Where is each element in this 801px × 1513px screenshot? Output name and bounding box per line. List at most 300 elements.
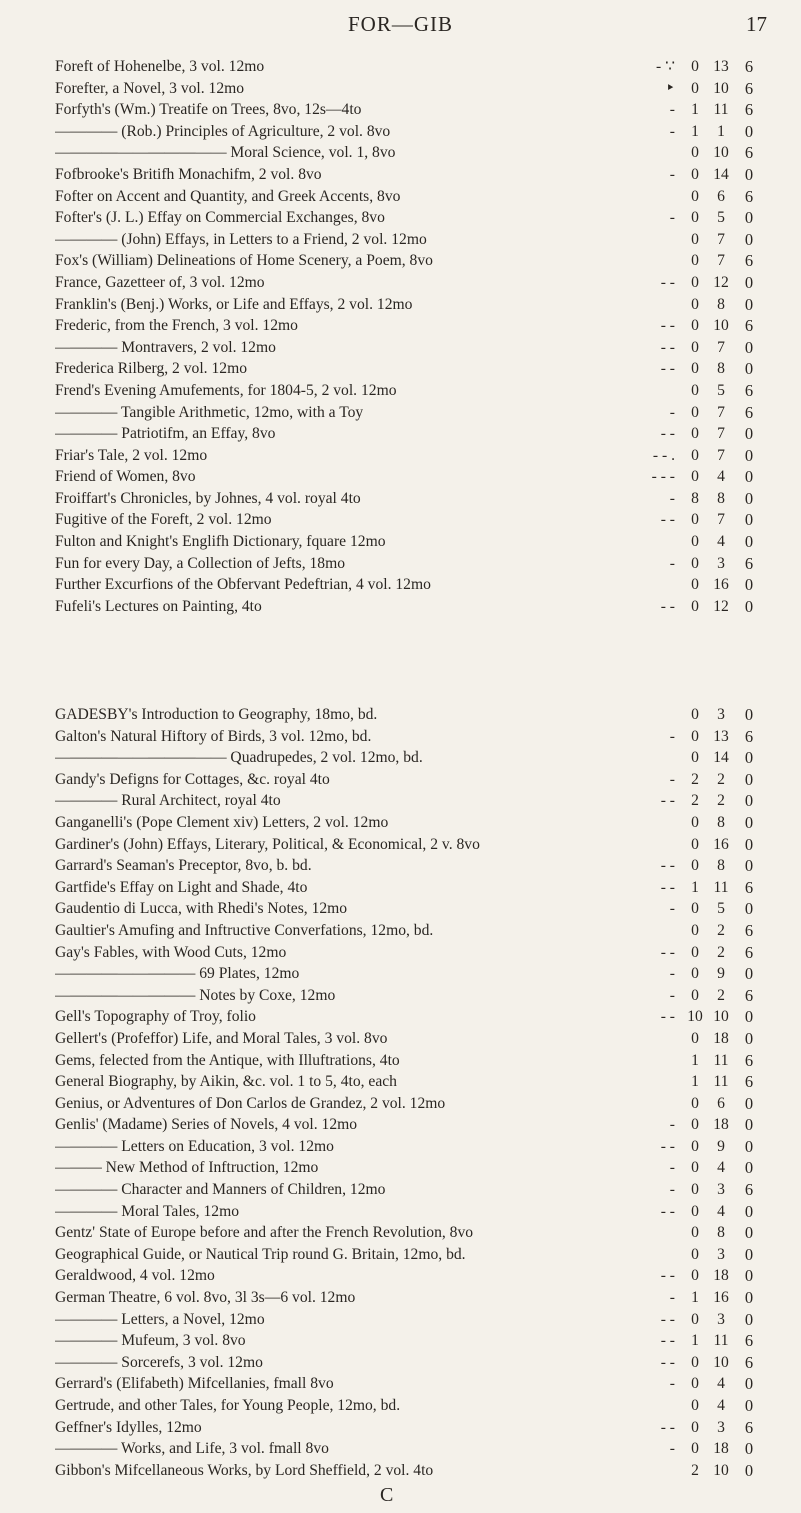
catalogue-entry [55, 294, 767, 316]
catalogue-entry [55, 1222, 767, 1244]
leader-dashes: - - [660, 511, 675, 529]
price-pence: 6 [744, 1072, 754, 1092]
price-pounds: 0 [691, 1159, 699, 1177]
price-pounds: 0 [691, 338, 699, 356]
price-pounds: 0 [691, 317, 699, 335]
entry-title: Gay's Fables, with Wood Cuts, 12mo [55, 943, 287, 961]
price-shillings: 7 [717, 425, 725, 443]
price-shillings: 14 [713, 165, 729, 183]
price-pence: 6 [744, 726, 754, 746]
price-shillings: 11 [713, 1073, 729, 1091]
price-pounds: 1 [691, 878, 699, 896]
entry-title: Gartfide's Effay on Light and Shade, 4to [55, 878, 308, 896]
catalogue-entry [55, 56, 767, 78]
leader-dashes: - [669, 1181, 675, 1199]
price-pounds: 0 [691, 230, 699, 248]
price-pence: 0 [744, 445, 754, 465]
price-pence: 6 [744, 942, 754, 962]
page-number: 17 [746, 12, 767, 36]
leader-dashes: - - [660, 1418, 675, 1436]
price-pounds: 0 [691, 58, 699, 75]
price-pence: 0 [744, 1396, 754, 1415]
catalogue-entry [55, 164, 767, 186]
price-pounds: 0 [691, 360, 699, 378]
catalogue-entry [55, 1287, 767, 1309]
entry-title: ———— Moral Tales, 12mo [55, 1202, 239, 1220]
price-pounds: 0 [691, 1440, 699, 1458]
price-pounds: 0 [691, 187, 699, 205]
price-shillings: 7 [717, 403, 725, 421]
price-pounds: 10 [687, 1008, 703, 1026]
leader-dashes: - [669, 965, 675, 983]
price-pence: 0 [744, 294, 754, 314]
entry-title: Gaultier's Amufing and Inftructive Converfations, 12mo, bd. [55, 921, 434, 939]
leader-dashes: - [669, 165, 675, 183]
price-shillings: 18 [713, 1029, 729, 1047]
leader-dashes: - [669, 770, 675, 788]
leader-dashes: - - . [652, 446, 675, 464]
catalogue-entry [55, 1093, 767, 1115]
leader-dashes: - [669, 1440, 675, 1458]
price-shillings: 12 [713, 273, 729, 291]
price-shillings: 13 [713, 727, 729, 745]
price-pence: 0 [744, 1266, 754, 1286]
price-shillings: 7 [717, 446, 725, 464]
price-pounds: 2 [691, 792, 699, 810]
catalogue-entry [55, 1179, 767, 1201]
entry-title: Franklin's (Benj.) Works, or Life and Effays, 2 vol. 12mo [55, 295, 413, 313]
price-pence: 0 [744, 1136, 754, 1156]
catalogue-entry [55, 1417, 767, 1439]
leader-dashes: - - [660, 943, 675, 961]
price-pounds: 0 [691, 943, 699, 961]
catalogue-entry [55, 509, 767, 531]
catalogue-entry [55, 704, 767, 726]
price-pounds: 0 [691, 79, 699, 97]
price-pounds: 0 [691, 1375, 699, 1393]
price-pence: 0 [744, 791, 754, 811]
price-pounds: 1 [691, 1051, 699, 1069]
entry-title: GADESBY's Introduction to Geography, 18mo, bd. [55, 706, 378, 723]
entry-title: Fun for every Day, a Collection of Jefts, 18mo [55, 554, 346, 572]
entry-title: Fofter's (J. L.) Effay on Commercial Exchanges, 8vo [55, 209, 385, 227]
price-pounds: 0 [691, 554, 699, 572]
price-pence: 0 [744, 705, 754, 724]
price-shillings: 11 [713, 1051, 729, 1069]
price-pence: 0 [744, 1093, 754, 1113]
catalogue-entry [55, 1157, 767, 1179]
catalogue-entry [55, 121, 767, 143]
price-shillings: 3 [717, 1245, 725, 1263]
price-shillings: 3 [717, 1310, 725, 1328]
entry-title: ———— Sorcerefs, 3 vol. 12mo [55, 1353, 263, 1371]
entry-title: ———— Tangible Arithmetic, 12mo, with a Toy [55, 403, 364, 421]
price-shillings: 8 [717, 360, 725, 378]
entry-title: Fox's (William) Delineations of Home Scenery, a Poem, 8vo [55, 252, 433, 270]
price-pounds: 0 [691, 1116, 699, 1134]
leader-dashes: - - - [651, 468, 675, 486]
price-pounds: 1 [691, 101, 699, 119]
price-pence: 6 [744, 186, 754, 206]
price-pence: 0 [744, 467, 754, 487]
price-shillings: 9 [717, 1137, 725, 1155]
price-shillings: 2 [717, 921, 725, 939]
price-pence: 6 [744, 143, 754, 163]
price-pence: 0 [744, 856, 754, 876]
entry-title: Fulton and Knight's Englifh Dictionary, fquare 12mo [55, 533, 386, 551]
leader-dashes: - - [660, 1137, 675, 1155]
price-pence: 0 [744, 1115, 754, 1135]
price-pence: 0 [744, 164, 754, 184]
price-pounds: 0 [691, 252, 699, 270]
price-pounds: 1 [691, 1332, 699, 1350]
catalogue-entry [55, 596, 767, 618]
entry-title: Geraldwood, 4 vol. 12mo [55, 1267, 215, 1285]
price-shillings: 5 [717, 381, 725, 399]
entry-title: Forfyth's (Wm.) Treatife on Trees, 8vo, 12s—4to [55, 101, 362, 119]
catalogue-entry [55, 920, 767, 942]
price-pence: 6 [744, 1180, 754, 1200]
catalogue-entry [55, 78, 767, 100]
entry-title: Fufeli's Lectures on Painting, 4to [55, 597, 262, 615]
catalogue-entry [55, 1265, 767, 1287]
catalogue-entry [55, 1050, 767, 1072]
catalogue-entry [55, 898, 767, 920]
price-pence: 0 [744, 1439, 754, 1459]
leader-dashes: - [669, 1159, 675, 1177]
price-pounds: 0 [691, 900, 699, 918]
price-pence: 0 [744, 1201, 754, 1221]
price-pence: 0 [744, 748, 754, 768]
catalogue-entry [55, 1373, 767, 1395]
leader-dashes: - [669, 1116, 675, 1134]
leader-dashes: - [669, 554, 675, 572]
leader-dashes: - - [660, 273, 675, 291]
price-shillings: 6 [717, 1094, 725, 1112]
entry-title: Genius, or Adventures of Don Carlos de Grandez, 2 vol. 12mo [55, 1094, 446, 1112]
price-pence: 0 [744, 229, 754, 249]
entry-title: ——————————— Quadrupedes, 2 vol. 12mo, bd. [55, 749, 423, 767]
price-shillings: 18 [713, 1440, 729, 1458]
entry-title: Fugitive of the Foreft, 2 vol. 12mo [55, 511, 272, 529]
catalogue-entry [55, 855, 767, 877]
price-pence: 6 [744, 1050, 754, 1070]
price-pence: 0 [744, 1244, 754, 1264]
price-pence: 0 [744, 575, 754, 595]
price-pence: 0 [744, 424, 754, 444]
price-pence: 0 [744, 532, 754, 552]
price-pounds: 0 [691, 1202, 699, 1220]
entry-title: Fofter on Accent and Quantity, and Greek Accents, 8vo [55, 187, 401, 205]
catalogue-entry [55, 790, 767, 812]
entry-title: German Theatre, 6 vol. 8vo, 3l 3s—6 vol. 12mo [55, 1289, 356, 1307]
entry-title: ———— Mufeum, 3 vol. 8vo [55, 1332, 246, 1350]
catalogue-entry [55, 358, 767, 380]
entry-title: ———— Letters, a Novel, 12mo [55, 1310, 265, 1328]
catalogue-entry [55, 531, 767, 553]
price-shillings: 3 [717, 554, 725, 572]
price-pence: 6 [744, 380, 754, 400]
price-shillings: 4 [717, 533, 725, 551]
entry-title: Geographical Guide, or Nautical Trip round G. Britain, 12mo, bd. [55, 1245, 466, 1263]
price-pounds: 8 [691, 489, 699, 507]
catalogue-entry [55, 229, 767, 251]
price-shillings: 7 [717, 338, 725, 356]
price-pounds: 0 [691, 965, 699, 983]
catalogue-entry [55, 423, 767, 445]
price-pounds: 0 [691, 425, 699, 443]
price-shillings: 7 [717, 230, 725, 248]
entry-title: ———— Montravers, 2 vol. 12mo [55, 338, 276, 356]
catalogue-entry [55, 963, 767, 985]
price-shillings: 2 [717, 770, 725, 788]
entry-title: Gems, felected from the Antique, with Illuftrations, 4to [55, 1051, 400, 1069]
entry-title: Gellert's (Profeffor) Life, and Moral Tales, 3 vol. 8vo [55, 1029, 388, 1047]
entry-title: Geffner's Idylles, 12mo [55, 1418, 202, 1436]
price-pence: 0 [744, 208, 754, 228]
price-shillings: 11 [713, 1332, 729, 1350]
entry-title: Foreft of Hohenelbe, 3 vol. 12mo [55, 58, 265, 75]
entry-title: Frend's Evening Amufements, for 1804-5, 2 vol. 12mo [55, 381, 397, 399]
price-shillings: 3 [717, 1418, 725, 1436]
catalogue-section-g [55, 704, 767, 1481]
entry-title: ———— Letters on Education, 3 vol. 12mo [55, 1137, 334, 1155]
entry-title: ——————————— Moral Science, vol. 1, 8vo [55, 144, 396, 162]
entry-title: Ganganelli's (Pope Clement xiv) Letters, 2 vol. 12mo [55, 813, 389, 831]
entry-title: ———— Character and Manners of Children, 12mo [55, 1181, 386, 1199]
price-pence: 0 [744, 964, 754, 984]
leader-dashes: - - [660, 878, 675, 896]
entry-title: General Biography, by Aikin, &c. vol. 1 to 5, 4to, each [55, 1073, 397, 1091]
entry-title: ———— Patriotifm, an Effay, 8vo [55, 425, 276, 443]
price-pence: 6 [744, 553, 754, 573]
price-shillings: 4 [717, 1159, 725, 1177]
leader-dashes: - [669, 1289, 675, 1307]
leader-dashes: - - [660, 1332, 675, 1350]
catalogue-entry [55, 574, 767, 596]
catalogue-entry [55, 488, 767, 510]
price-pounds: 1 [691, 1073, 699, 1091]
price-shillings: 2 [717, 986, 725, 1004]
leader-dashes: - [669, 727, 675, 745]
price-shillings: 10 [713, 144, 729, 162]
entry-title: ———— (John) Effays, in Letters to a Friend, 2 vol. 12mo [55, 230, 427, 248]
price-shillings: 10 [713, 1461, 729, 1479]
entry-title: ————————— Notes by Coxe, 12mo [55, 986, 336, 1004]
catalogue-entry [55, 1352, 767, 1374]
leader-dashes: - - [660, 597, 675, 615]
price-pence: 0 [744, 121, 754, 141]
price-shillings: 11 [713, 101, 729, 119]
price-pounds: 0 [691, 446, 699, 464]
entry-title: Forefter, a Novel, 3 vol. 12mo [55, 79, 245, 97]
price-shillings: 11 [713, 878, 729, 896]
price-shillings: 2 [717, 792, 725, 810]
catalogue-entry [55, 186, 767, 208]
leader-dashes: - - [660, 1008, 675, 1026]
catalogue-entry [55, 769, 767, 791]
price-pounds: 1 [691, 1289, 699, 1307]
price-pence: 6 [744, 78, 754, 98]
entry-title: Gell's Topography of Troy, folio [55, 1008, 256, 1026]
price-pence: 0 [744, 769, 754, 789]
price-shillings: 8 [717, 1224, 725, 1242]
catalogue-entry [55, 207, 767, 229]
price-pence: 0 [744, 1007, 754, 1027]
catalogue-entry [55, 99, 767, 121]
price-pounds: 0 [691, 813, 699, 831]
entry-title: Froiffart's Chronicles, by Johnes, 4 vol. royal 4to [55, 489, 361, 507]
leader-dashes: - [669, 489, 675, 507]
price-pounds: 0 [691, 295, 699, 313]
entry-title: Further Excurfions of the Obfervant Pedeftrian, 4 vol. 12mo [55, 576, 431, 594]
price-pounds: 0 [691, 835, 699, 853]
entry-title: ———— (Rob.) Principles of Agriculture, 2 vol. 8vo [55, 122, 391, 140]
price-pence: 6 [744, 985, 754, 1005]
price-shillings: 4 [717, 468, 725, 486]
catalogue-entry [55, 1309, 767, 1331]
catalogue-entry [55, 726, 767, 748]
price-shillings: 8 [717, 813, 725, 831]
catalogue-entry [55, 466, 767, 488]
leader-dashes: - - [660, 1267, 675, 1285]
price-pence: 6 [744, 920, 754, 940]
price-pence: 0 [744, 1374, 754, 1394]
price-pounds: 0 [691, 1094, 699, 1112]
catalogue-entry [55, 1114, 767, 1136]
header-title: FOR—GIB [347, 12, 454, 36]
entry-title: Gertrude, and other Tales, for Young People, 12mo, bd. [55, 1397, 401, 1414]
price-shillings: 7 [717, 511, 725, 529]
price-shillings: 12 [713, 597, 729, 615]
price-pounds: 0 [691, 921, 699, 939]
price-pounds: 0 [691, 165, 699, 183]
catalogue-section-f [55, 56, 767, 617]
price-pence: 6 [744, 877, 754, 897]
catalogue-entry [55, 380, 767, 402]
entry-title: Galton's Natural Hiftory of Birds, 3 vol. 12mo, bd. [55, 727, 372, 745]
price-shillings: 4 [717, 1397, 725, 1414]
catalogue-entry [55, 1071, 767, 1093]
price-pence: 0 [744, 337, 754, 357]
leader-dashes: - [669, 101, 675, 119]
entry-title: Fofbrooke's Britifh Monachifm, 2 vol. 8vo [55, 165, 322, 183]
price-pence: 0 [744, 1460, 754, 1480]
price-pence: 0 [744, 359, 754, 379]
price-pounds: 0 [691, 576, 699, 594]
price-pence: 0 [744, 834, 754, 854]
leader-dashes: - ∵ [655, 58, 675, 75]
leader-dashes: - [669, 122, 675, 140]
price-pence: 6 [744, 1331, 754, 1351]
leader-dashes: - - [660, 857, 675, 875]
price-pounds: 0 [691, 1353, 699, 1371]
price-pounds: 0 [691, 273, 699, 291]
leader-dashes: - - [660, 1310, 675, 1328]
running-header [0, 12, 801, 48]
price-pounds: 0 [691, 986, 699, 1004]
catalogue-entry [55, 1460, 767, 1482]
entry-title: ———— Rural Architect, royal 4to [55, 792, 281, 810]
price-shillings: 10 [713, 1353, 729, 1371]
leader-dashes: - [669, 209, 675, 227]
price-pence: 0 [744, 596, 754, 616]
price-shillings: 5 [717, 209, 725, 227]
leader-dashes: - - [660, 792, 675, 810]
price-pence: 6 [744, 402, 754, 422]
price-pence: 0 [744, 1158, 754, 1178]
price-pence: 6 [744, 57, 754, 76]
entry-title: Gaudentio di Lucca, with Rhedi's Notes, 12mo [55, 900, 348, 918]
price-pounds: 0 [691, 1245, 699, 1263]
price-pence: 6 [744, 1417, 754, 1437]
catalogue-entry [55, 1006, 767, 1028]
entry-title: Gerrard's (Elifabeth) Mifcellanies, fmall 8vo [55, 1375, 334, 1393]
leader-dashes: - [669, 403, 675, 421]
catalogue-entry [55, 1330, 767, 1352]
price-pounds: 0 [691, 468, 699, 486]
price-shillings: 3 [717, 1181, 725, 1199]
price-pounds: 0 [691, 1224, 699, 1242]
price-pounds: 1 [691, 122, 699, 140]
price-pence: 0 [744, 488, 754, 508]
entry-title: Friend of Women, 8vo [55, 468, 196, 486]
price-pence: 6 [744, 1352, 754, 1372]
price-shillings: 18 [713, 1267, 729, 1285]
price-shillings: 8 [717, 857, 725, 875]
leader-dashes: - - [660, 317, 675, 335]
price-pence: 6 [744, 251, 754, 271]
price-pounds: 0 [691, 144, 699, 162]
price-shillings: 9 [717, 965, 725, 983]
entry-title: Frederica Rilberg, 2 vol. 12mo [55, 360, 247, 378]
leader-dashes: - [669, 1375, 675, 1393]
catalogue-entry [55, 445, 767, 467]
catalogue-entry [55, 747, 767, 769]
price-pounds: 0 [691, 749, 699, 767]
catalogue-entry [55, 272, 767, 294]
price-pounds: 0 [691, 381, 699, 399]
catalogue-entry [55, 834, 767, 856]
entry-title: Frederic, from the French, 3 vol. 12mo [55, 317, 298, 335]
entry-title: Gibbon's Mifcellaneous Works, by Lord Sheffield, 2 vol. 4to [55, 1461, 434, 1479]
price-shillings: 5 [717, 900, 725, 918]
price-pounds: 0 [691, 727, 699, 745]
price-pounds: 0 [691, 1418, 699, 1436]
price-pence: 0 [744, 510, 754, 530]
price-pounds: 0 [691, 1029, 699, 1047]
catalogue-entry [55, 1438, 767, 1460]
price-pence: 0 [744, 1309, 754, 1329]
entry-title: Genlis' (Madame) Series of Novels, 4 vol. 12mo [55, 1116, 358, 1134]
price-pounds: 0 [691, 209, 699, 227]
price-shillings: 2 [717, 943, 725, 961]
price-shillings: 1 [717, 122, 725, 140]
price-shillings: 13 [713, 58, 729, 75]
price-shillings: 10 [713, 79, 729, 97]
leader-dashes: - - [660, 1353, 675, 1371]
price-shillings: 16 [713, 576, 729, 594]
price-pence: 0 [744, 1223, 754, 1243]
price-pounds: 0 [691, 857, 699, 875]
catalogue-entry [55, 1136, 767, 1158]
price-pounds: 2 [691, 770, 699, 788]
catalogue-entry [55, 942, 767, 964]
price-pence: 0 [744, 899, 754, 919]
catalogue-entry [55, 985, 767, 1007]
price-shillings: 16 [713, 1289, 729, 1307]
leader-dashes: - - [660, 425, 675, 443]
